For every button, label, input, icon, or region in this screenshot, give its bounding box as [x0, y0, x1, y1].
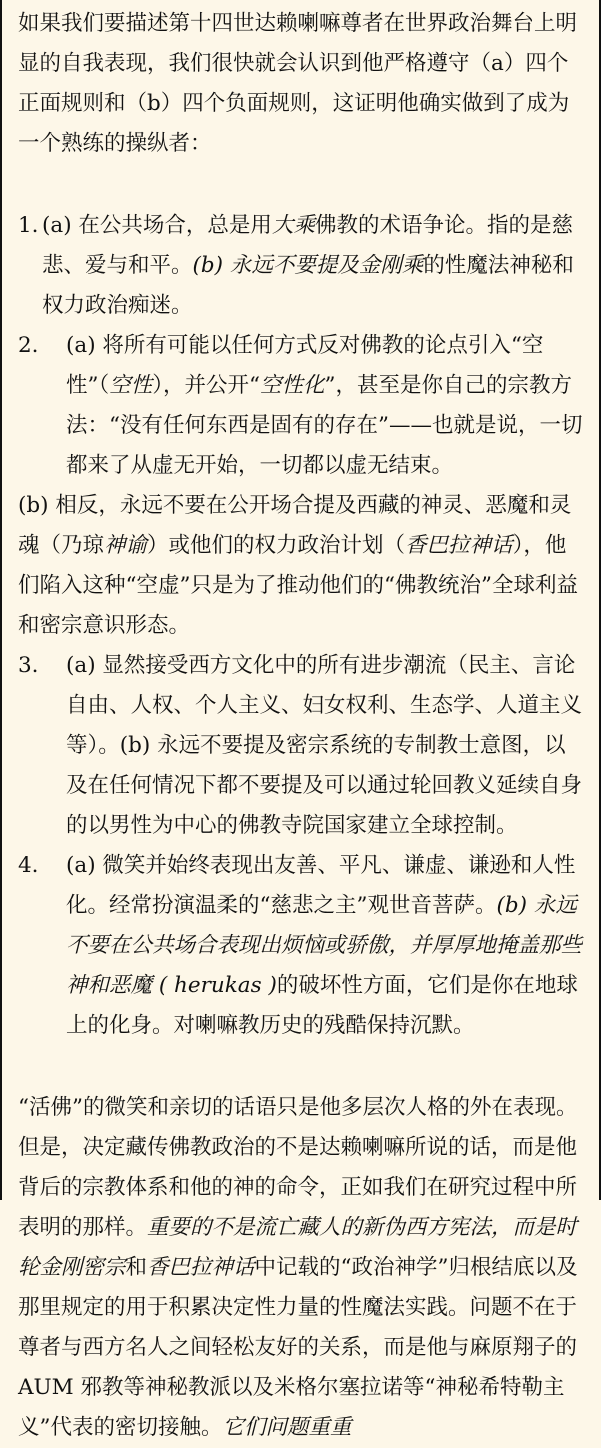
rule-item [18, 326, 584, 646]
text-run: ），他们陷入这种“空虚”只是为了推动他们的“佛教统治”全球利益和密宗意识形态。 [18, 533, 578, 638]
text-run: (b) 相反，永远不要在公开场合提及西藏的神灵、恶魔和灵魂（乃琼 [18, 493, 572, 558]
text-run: 香巴拉神话 [147, 1255, 255, 1280]
text-run: (b) 永远不要提及金刚乘 [192, 253, 424, 278]
page-border-left [0, 0, 2, 1200]
rule-number: 2. [18, 333, 39, 358]
text-run: 中记载的“政治神学”归根结底以及那里规定的用于积累决定性力量的性魔法实践。问题不在于尊者与西方名人之间轻松友好的关系，而是他与麻原翔子的 AUM 邪教等神秘教派以及米格尔塞拉诺等“神秘希特勒主义”代表的密切接触。 [18, 1255, 578, 1440]
text-run: (a) 微笑并始终表现出友善、平凡、谦虚、谦逊和人性化。经常扮演温柔的“慈悲之主”观世音菩萨。 [66, 853, 576, 918]
text-run: 重要的不是流亡藏人的新伪西方宪法，而是时轮金刚密宗 [18, 1215, 578, 1280]
rule-paragraph [18, 486, 584, 646]
rules-list [18, 206, 584, 1046]
text-run: 和 [125, 1255, 148, 1280]
rule-number: 4. [18, 853, 39, 878]
text-run: (a) 显然接受西方文化中的所有进步潮流（民主、言论自由、人权、个人主义、妇女权利、生态学、人道主义等）。(b) 永远不要提及密宗系统的专制教士意图，以及在任何情况下都不要提及可以通过轮回教义延续自身的以男性为中心的佛教寺院国家建立全球控制。 [66, 653, 583, 838]
text-run: 大乘 [271, 213, 315, 238]
text-run: 的性魔法神秘和权力政治痴迷。 [42, 253, 574, 318]
text-run: ），并公开“ [152, 373, 261, 398]
rule-item [18, 646, 584, 846]
text-run: (a) 将所有可能以任何方式反对佛教的论点引入“空性”（ [66, 333, 544, 398]
text-run: ”，甚至是你自己的宗教方法：“没有任何东西是固有的存在”——也就是说，一切都来了从虚无开始，一切都以虚无结束。 [66, 373, 583, 478]
rule-paragraph [66, 846, 584, 1046]
text-run: 佛教的术语争论。指的是慈悲、爱与和平。 [42, 213, 573, 278]
rule-paragraph [66, 326, 584, 486]
text-run: 的破坏性方面，它们是你在地球上的化身。对喇嘛教历史的残酷保持沉默。 [66, 973, 578, 1038]
rule-body [66, 646, 584, 846]
rule-paragraph [66, 646, 584, 846]
rule-number: 3. [18, 653, 39, 678]
rule-item [18, 846, 584, 1046]
rule-body [42, 206, 584, 326]
document-text [18, 4, 584, 1448]
text-run: 空性 [109, 373, 153, 398]
text-run: “活佛”的微笑和亲切的话语只是他多层次人格的外在表现。但是，决定藏传佛教政治的不是达赖喇嘛所说的话，而是他背后的宗教体系和他的神的命令，正如我们在研究过程中所表明的那样。 [18, 1095, 578, 1240]
rule-item [18, 206, 584, 326]
text-run: 神谕 [104, 533, 148, 558]
rule-number: 1. [18, 213, 39, 238]
text-run: 空性化 [260, 373, 325, 398]
text-run: (b) 永远不要在公共场合表现出烦恼或骄傲，并厚厚地掩盖那些神和恶魔 ( herukas ) [66, 893, 583, 998]
text-run: 香巴拉神话 [405, 533, 513, 558]
intro-paragraph [18, 4, 584, 164]
text-run: (a) 在公共场合，总是用 [42, 213, 272, 238]
rule-body [66, 846, 584, 1046]
text-run: ）或他们的权力政治计划（ [147, 533, 406, 558]
closing-paragraph [18, 1088, 584, 1448]
rule-paragraph [42, 206, 584, 326]
text-run: 如果我们要描述第十四世达赖喇嘛尊者在世界政治舞台上明显的自我表现，我们很快就会认识到他严格遵守（a）四个正面规则和（b）四个负面规则，这证明他确实做到了成为一个熟练的操纵者： [18, 11, 578, 156]
text-run: 它们问题重重 [222, 1415, 352, 1440]
rule-body [18, 326, 584, 646]
